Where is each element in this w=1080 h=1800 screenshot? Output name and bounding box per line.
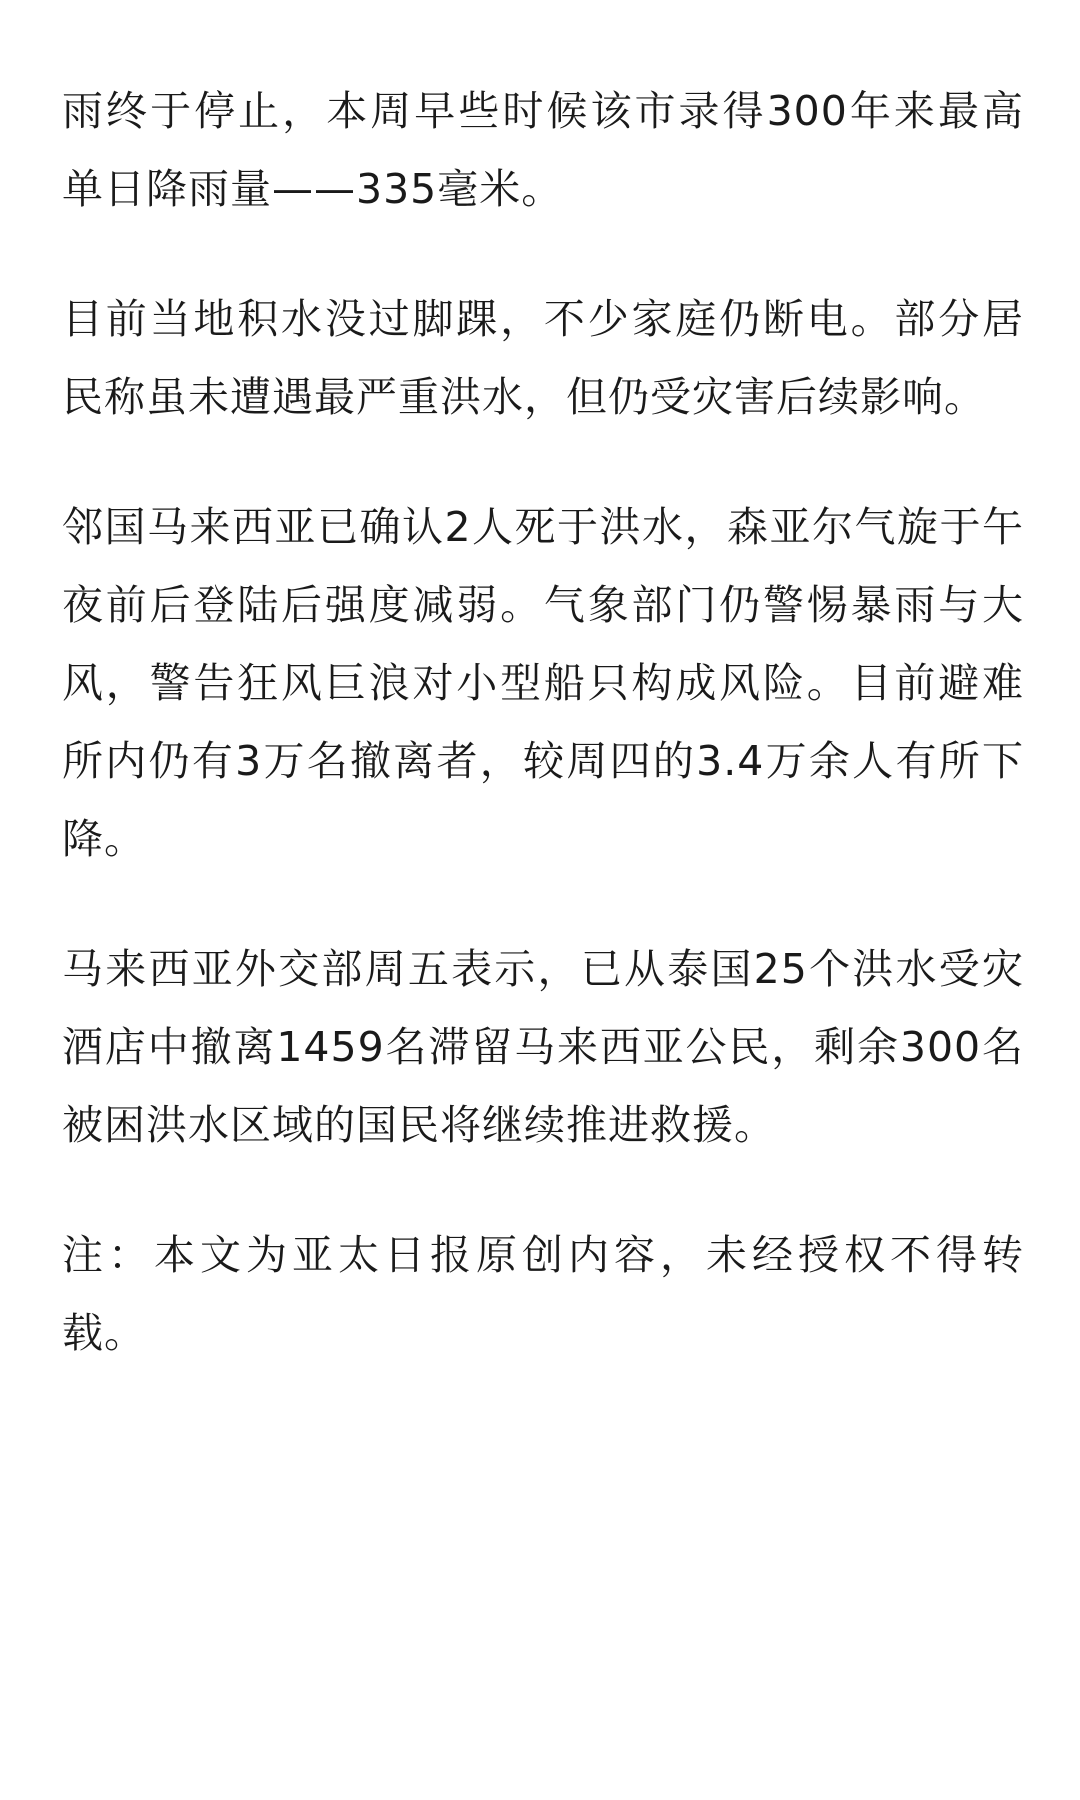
article-body xyxy=(62,72,1024,1424)
article-paragraph-4: 马来西亚外交部周五表示，已从泰国25个洪水受灾酒店中撤离1459名滞留马来西亚公民，剩余300名被困洪水区域的国民将继续推进救援。 xyxy=(62,945,1024,1149)
article-paragraph-3: 邻国马来西亚已确认2人死于洪水，森亚尔气旋于午夜前后登陆后强度减弱。气象部门仍警惕暴雨与大风，警告狂风巨浪对小型船只构成风险。目前避难所内仍有3万名撤离者，较周四的3.4万余人有所下降。 xyxy=(62,503,1024,863)
article-paragraph-1: 雨终于停止，本周早些时候该市录得300年来最高单日降雨量——335毫米。 xyxy=(62,87,1024,213)
copyright-note: 注：本文为亚太日报原创内容，未经授权不得转载。 xyxy=(62,1231,1024,1357)
article-paragraph-2: 目前当地积水没过脚踝，不少家庭仍断电。部分居民称虽未遭遇最严重洪水，但仍受灾害后续影响。 xyxy=(62,295,1024,421)
